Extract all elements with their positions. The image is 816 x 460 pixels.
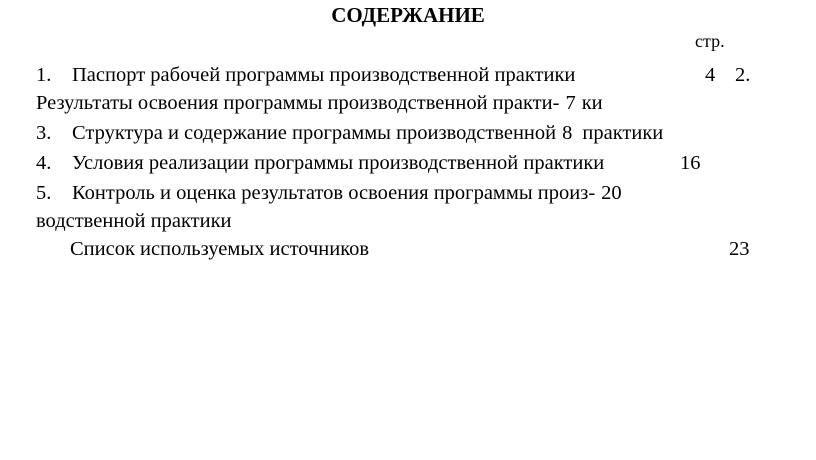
toc-entry-4 (36, 150, 604, 176)
toc-entry-text: Паспорт рабочей программы производственной практики (72, 64, 576, 86)
toc-entry-number: 1. (36, 64, 52, 86)
toc-entry-text: Условия реализации программы производственной практики (72, 152, 605, 174)
toc-entry-page: 23 (729, 238, 750, 260)
toc-entry-page: 7 (565, 92, 576, 114)
toc-title: СОДЕРЖАНИЕ (331, 3, 485, 27)
toc-entry-text: Результаты освоения программы производственной практи- (36, 92, 560, 114)
toc-entry-page: 16 (680, 152, 701, 174)
toc-entry-text-continuation: ки (581, 92, 603, 114)
toc-entry-5-continuation (36, 208, 232, 234)
toc-entry-page: 8 (562, 122, 573, 144)
toc-entry-number: 4. (36, 152, 52, 174)
toc-entry-number: 3. (36, 122, 52, 144)
toc-entry-text: Структура и содержание программы производственной (72, 122, 557, 144)
toc-entry-sources (70, 236, 369, 262)
toc-entry-text-continuation: практики (582, 122, 664, 144)
page-column-label: стр. (695, 31, 725, 51)
toc-entry-text: водственной практики (36, 210, 232, 232)
toc-entry-5 (36, 180, 622, 206)
toc-entry-number: 5. (36, 182, 52, 204)
toc-entry-1 (36, 62, 575, 88)
toc-entry-number: 2. (735, 64, 751, 86)
toc-entry-2 (36, 90, 603, 116)
toc-entry-text: Список используемых источников (70, 238, 370, 260)
toc-entry-page: 20 (601, 182, 622, 204)
toc-entry-text: Контроль и оценка результатов освоения программы произ- (72, 182, 596, 204)
toc-entry-3 (36, 120, 663, 146)
toc-entry-page: 4 (705, 64, 716, 86)
